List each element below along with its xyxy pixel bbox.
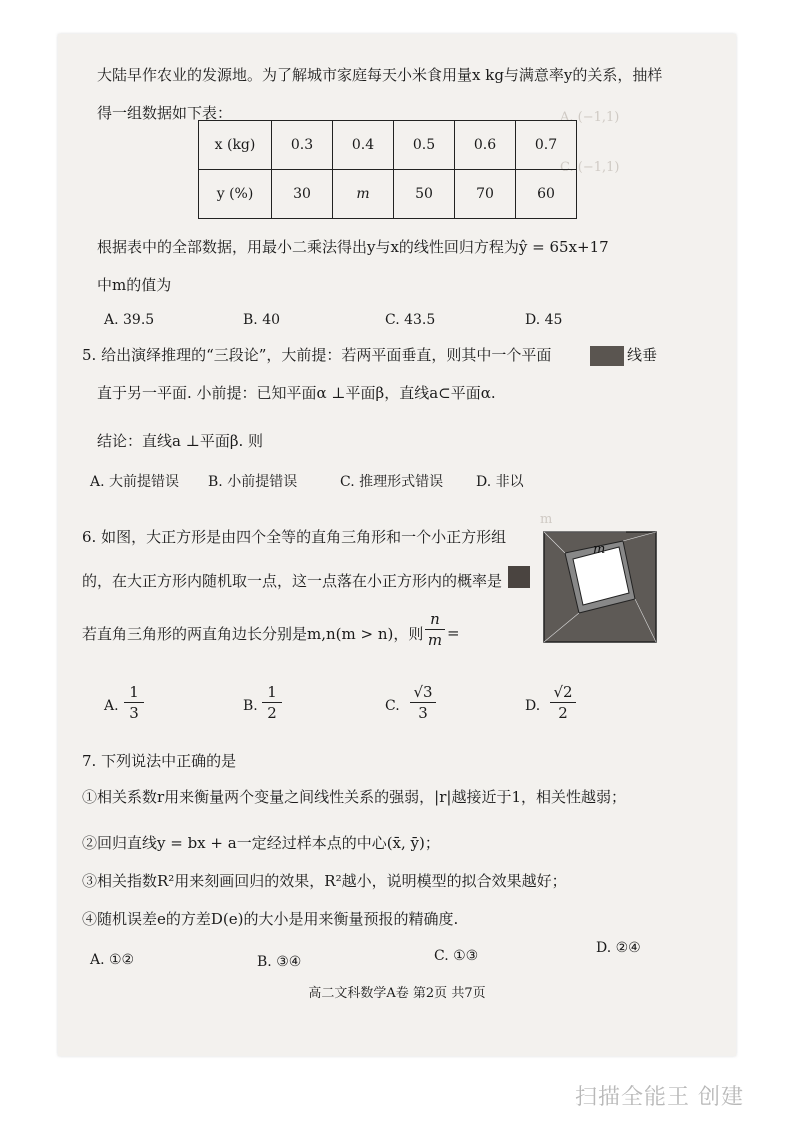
fraction-denominator: m bbox=[427, 631, 443, 649]
q6-option-a-fraction[interactable] bbox=[124, 683, 144, 722]
table-header-y: y (%) bbox=[199, 170, 272, 219]
table-cell: 0.7 bbox=[516, 121, 577, 170]
fraction-numerator: √2 bbox=[550, 683, 576, 703]
q6-ratio-fraction bbox=[425, 610, 445, 649]
fraction-denominator: 3 bbox=[129, 704, 139, 722]
q7-statement-1: ①相关系数r用来衡量两个变量之间线性关系的强弱，|r|越接近于1，相关性越弱； bbox=[82, 788, 626, 806]
q7-statement-4: ④随机误差e的方差D(e)的大小是用来衡量预报的精确度. bbox=[82, 910, 459, 928]
table-cell: 60 bbox=[516, 170, 577, 219]
table-cell: 70 bbox=[455, 170, 516, 219]
redaction-blot bbox=[508, 566, 530, 588]
q7-statement-2: ②回归直线y = bx + a一定经过样本点的中心(x̄, ȳ)； bbox=[82, 834, 440, 852]
q7-stem: 7. 下列说法中正确的是 bbox=[82, 752, 237, 770]
q5-option-d[interactable]: D. 非以 bbox=[476, 474, 524, 490]
q5-stem-tail: 线垂 bbox=[627, 346, 658, 364]
figure-label-m: m bbox=[593, 542, 606, 557]
table-cell: 0.4 bbox=[333, 121, 394, 170]
fraction-denominator: 3 bbox=[418, 704, 428, 722]
q4-option-b[interactable]: B. 40 bbox=[243, 312, 281, 328]
table-cell: 0.5 bbox=[394, 121, 455, 170]
intro-line-1: 大陆早作农业的发源地。为了解城市家庭每天小米食用量x kg与满意率y的关系，抽样 bbox=[97, 66, 663, 84]
q5-conclusion: 结论：直线a ⊥平面β. 则 bbox=[97, 432, 264, 450]
table-cell: 0.3 bbox=[272, 121, 333, 170]
bleed-through-text: C. (−1,1) bbox=[560, 160, 620, 175]
q6-option-c-label[interactable]: C. bbox=[385, 698, 400, 714]
table-row-x bbox=[199, 121, 577, 170]
q5-stem: 5. 给出演绎推理的“三段论”，大前提：若两平面垂直，则其中一个平面 bbox=[82, 346, 552, 364]
table-header-x: x (kg) bbox=[199, 121, 272, 170]
fraction-numerator: 1 bbox=[262, 683, 282, 703]
q6-option-d-fraction[interactable] bbox=[550, 683, 576, 722]
q4-option-c[interactable]: C. 43.5 bbox=[385, 312, 436, 328]
data-table bbox=[198, 120, 577, 219]
q4-option-a[interactable]: A. 39.5 bbox=[104, 312, 155, 328]
q7-option-c[interactable]: C. ①③ bbox=[434, 948, 479, 964]
q7-option-d[interactable]: D. ②④ bbox=[596, 940, 641, 956]
table-cell: 0.6 bbox=[455, 121, 516, 170]
q6-option-b-label[interactable]: B. bbox=[243, 698, 258, 714]
q7-statement-3: ③相关指数R²用来刻画回归的效果，R²越小，说明模型的拟合效果越好； bbox=[82, 872, 567, 890]
q4-stem: 根据表中的全部数据，用最小二乘法得出y与x的线性回归方程为ŷ = 65x+17 bbox=[97, 238, 609, 256]
q6-stem-2: 的，在大正方形内随机取一点，这一点落在小正方形内的概率是 bbox=[82, 572, 503, 590]
q5-option-c[interactable]: C. 推理形式错误 bbox=[340, 474, 444, 490]
q6-option-c-fraction[interactable] bbox=[410, 683, 436, 722]
q6-stem: 6. 如图，大正方形是由四个全等的直角三角形和一个小正方形组 bbox=[82, 528, 507, 546]
q6-option-d-label[interactable]: D. bbox=[525, 698, 541, 714]
q6-option-b-fraction[interactable] bbox=[262, 683, 282, 722]
q5-option-b[interactable]: B. 小前提错误 bbox=[208, 474, 298, 490]
fraction-numerator: 1 bbox=[124, 683, 144, 703]
q5-minor-premise: 直于另一平面. 小前提：已知平面α ⊥平面β，直线a⊂平面α. bbox=[97, 384, 496, 402]
scanner-watermark: 扫描全能王 创建 bbox=[575, 1085, 744, 1110]
intro-line-2: 得一组数据如下表： bbox=[97, 104, 233, 122]
fraction-numerator: n bbox=[425, 610, 445, 630]
q6-stem-3: 若直角三角形的两直角边长分别是m,n(m > n)，则 bbox=[82, 625, 424, 643]
fraction-numerator: √3 bbox=[410, 683, 436, 703]
q7-option-a[interactable]: A. ①② bbox=[90, 952, 135, 968]
table-cell: 50 bbox=[394, 170, 455, 219]
redaction-blot bbox=[590, 346, 624, 366]
q4-option-d[interactable]: D. 45 bbox=[525, 312, 563, 328]
bleed-through-text: m bbox=[540, 512, 553, 527]
pythagoras-square-figure bbox=[543, 531, 657, 643]
bleed-through-text: A. (−1,1) bbox=[560, 110, 620, 125]
table-cell: 30 bbox=[272, 170, 333, 219]
q5-option-a[interactable]: A. 大前提错误 bbox=[90, 474, 180, 490]
table-row-y bbox=[199, 170, 577, 219]
q4-stem-end: 中m的值为 bbox=[97, 276, 172, 294]
fraction-denominator: 2 bbox=[267, 704, 277, 722]
fraction-denominator: 2 bbox=[558, 704, 568, 722]
q6-equals: = bbox=[447, 624, 460, 642]
q7-option-b[interactable]: B. ③④ bbox=[257, 954, 302, 970]
page-footer: 高二文科数学A卷 第2页 共7页 bbox=[308, 986, 486, 1001]
q6-option-a-label[interactable]: A. bbox=[104, 698, 119, 714]
table-cell: m bbox=[333, 170, 394, 219]
